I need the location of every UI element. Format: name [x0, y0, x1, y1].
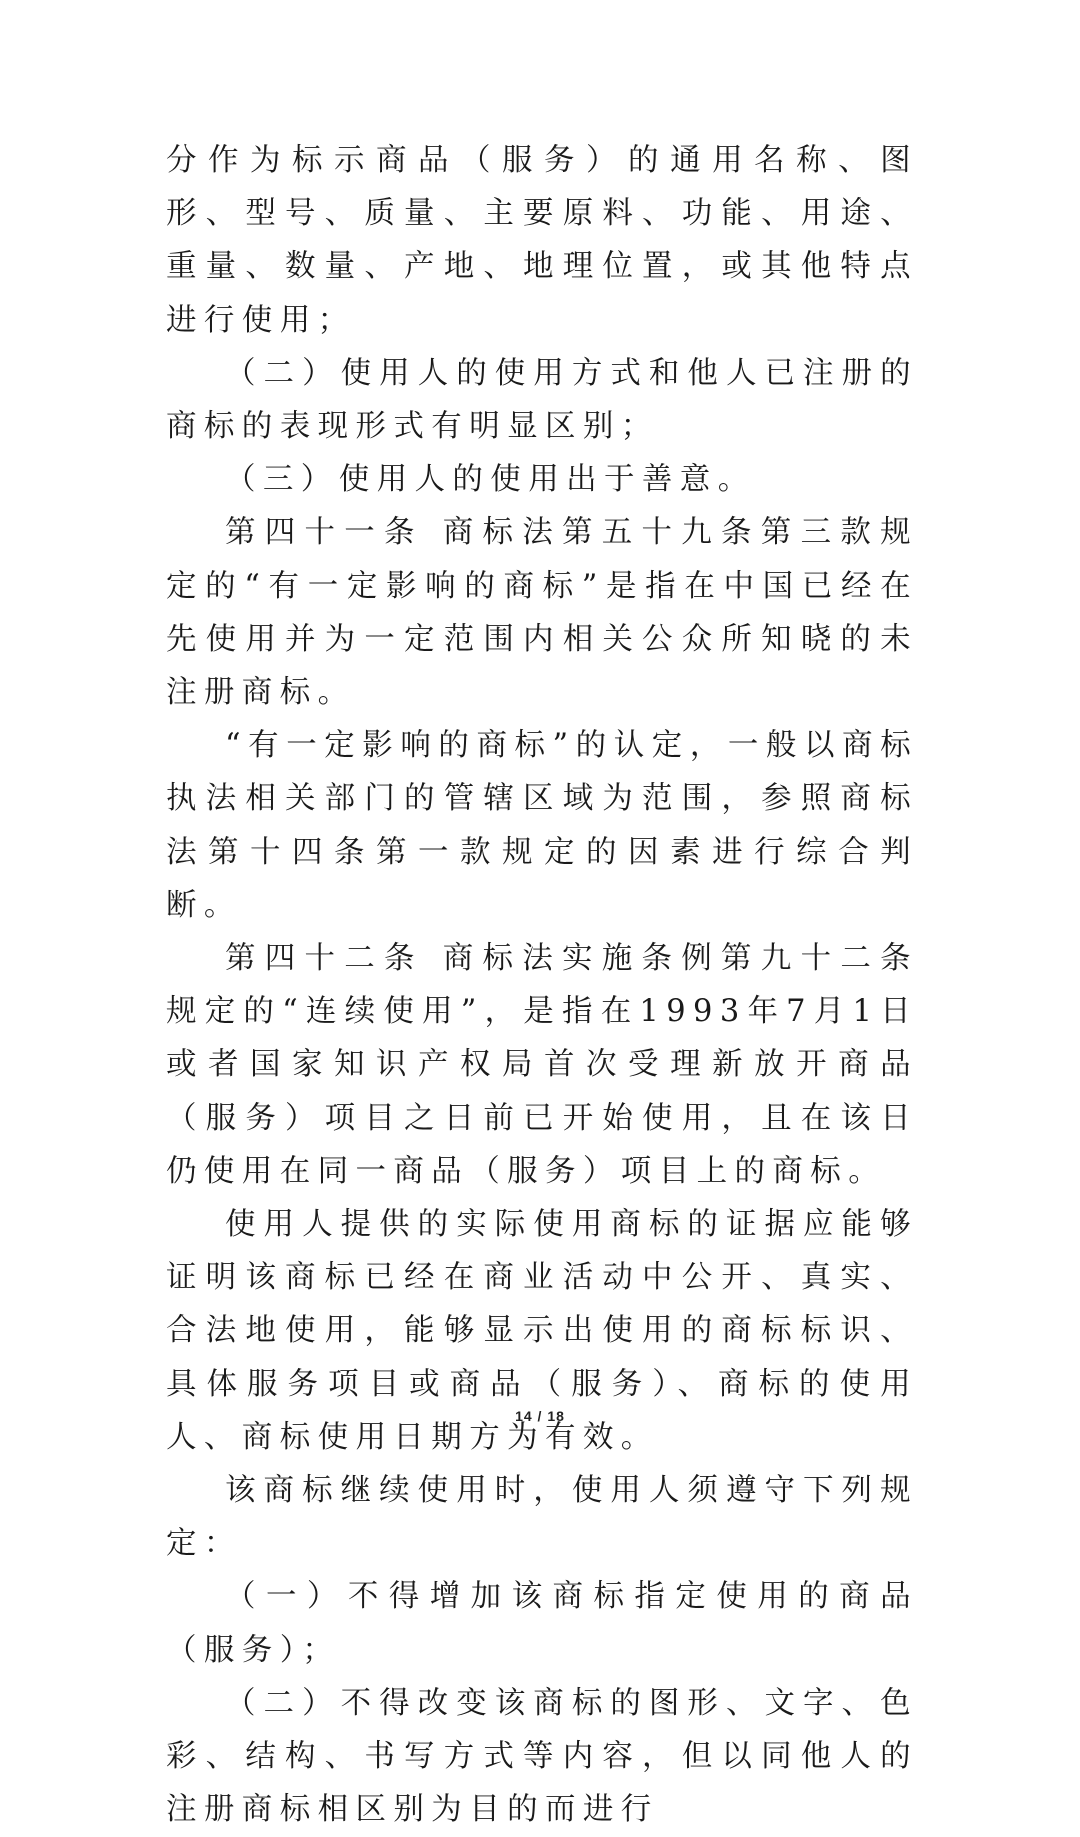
article-42-paragraph: 第四十二条 商标法实施条例第九十二条规定的“连续使用”，是指在1993年7月1日或者国家知识产权局首次受理新放开商品（服务）项目之日前已开始使用，且在该日仍使用在同一商品（服务）项目上的商标。	[166, 941, 918, 1189]
paragraph: 使用人提供的实际使用商标的证据应能够证明该商标已经在商业活动中公开、真实、合法地使用，能够显示出使用的商标标识、具体服务项目或商品（服务）、商标的使用人、商标使用日期方为有效。	[166, 1207, 918, 1455]
paragraph: （三）使用人的使用出于善意。	[225, 462, 756, 498]
page-number: 14 / 18	[515, 1408, 565, 1424]
paragraph: 该商标继续使用时，使用人须遵守下列规定：	[166, 1473, 918, 1562]
article-41-paragraph: 第四十一条 商标法第五十九条第三款规定的“有一定影响的商标”是指在中国已经在先使用并为一定范围内相关公众所知晓的未注册商标。	[166, 515, 918, 711]
paragraph: （二）使用人的使用方式和他人已注册的商标的表现形式有明显区别；	[166, 355, 918, 445]
paragraph: （二）不得改变该商标的图形、文字、色彩、结构、书写方式等内容，但以同他人的注册商标相区别为目的而进行	[166, 1685, 918, 1828]
paragraph: “有一定影响的商标”的认定，一般以商标执法相关部门的管辖区域为范围，参照商标法第十四条第一款规定的因素进行综合判断。	[166, 728, 918, 923]
document-body	[166, 134, 918, 1837]
paragraph: 分作为标示商品（服务）的通用名称、图形、型号、质量、主要原料、功能、用途、重量、数量、产地、地理位置，或其他特点进行使用；	[166, 143, 918, 338]
paragraph: （一）不得增加该商标指定使用的商品（服务）；	[166, 1579, 918, 1668]
